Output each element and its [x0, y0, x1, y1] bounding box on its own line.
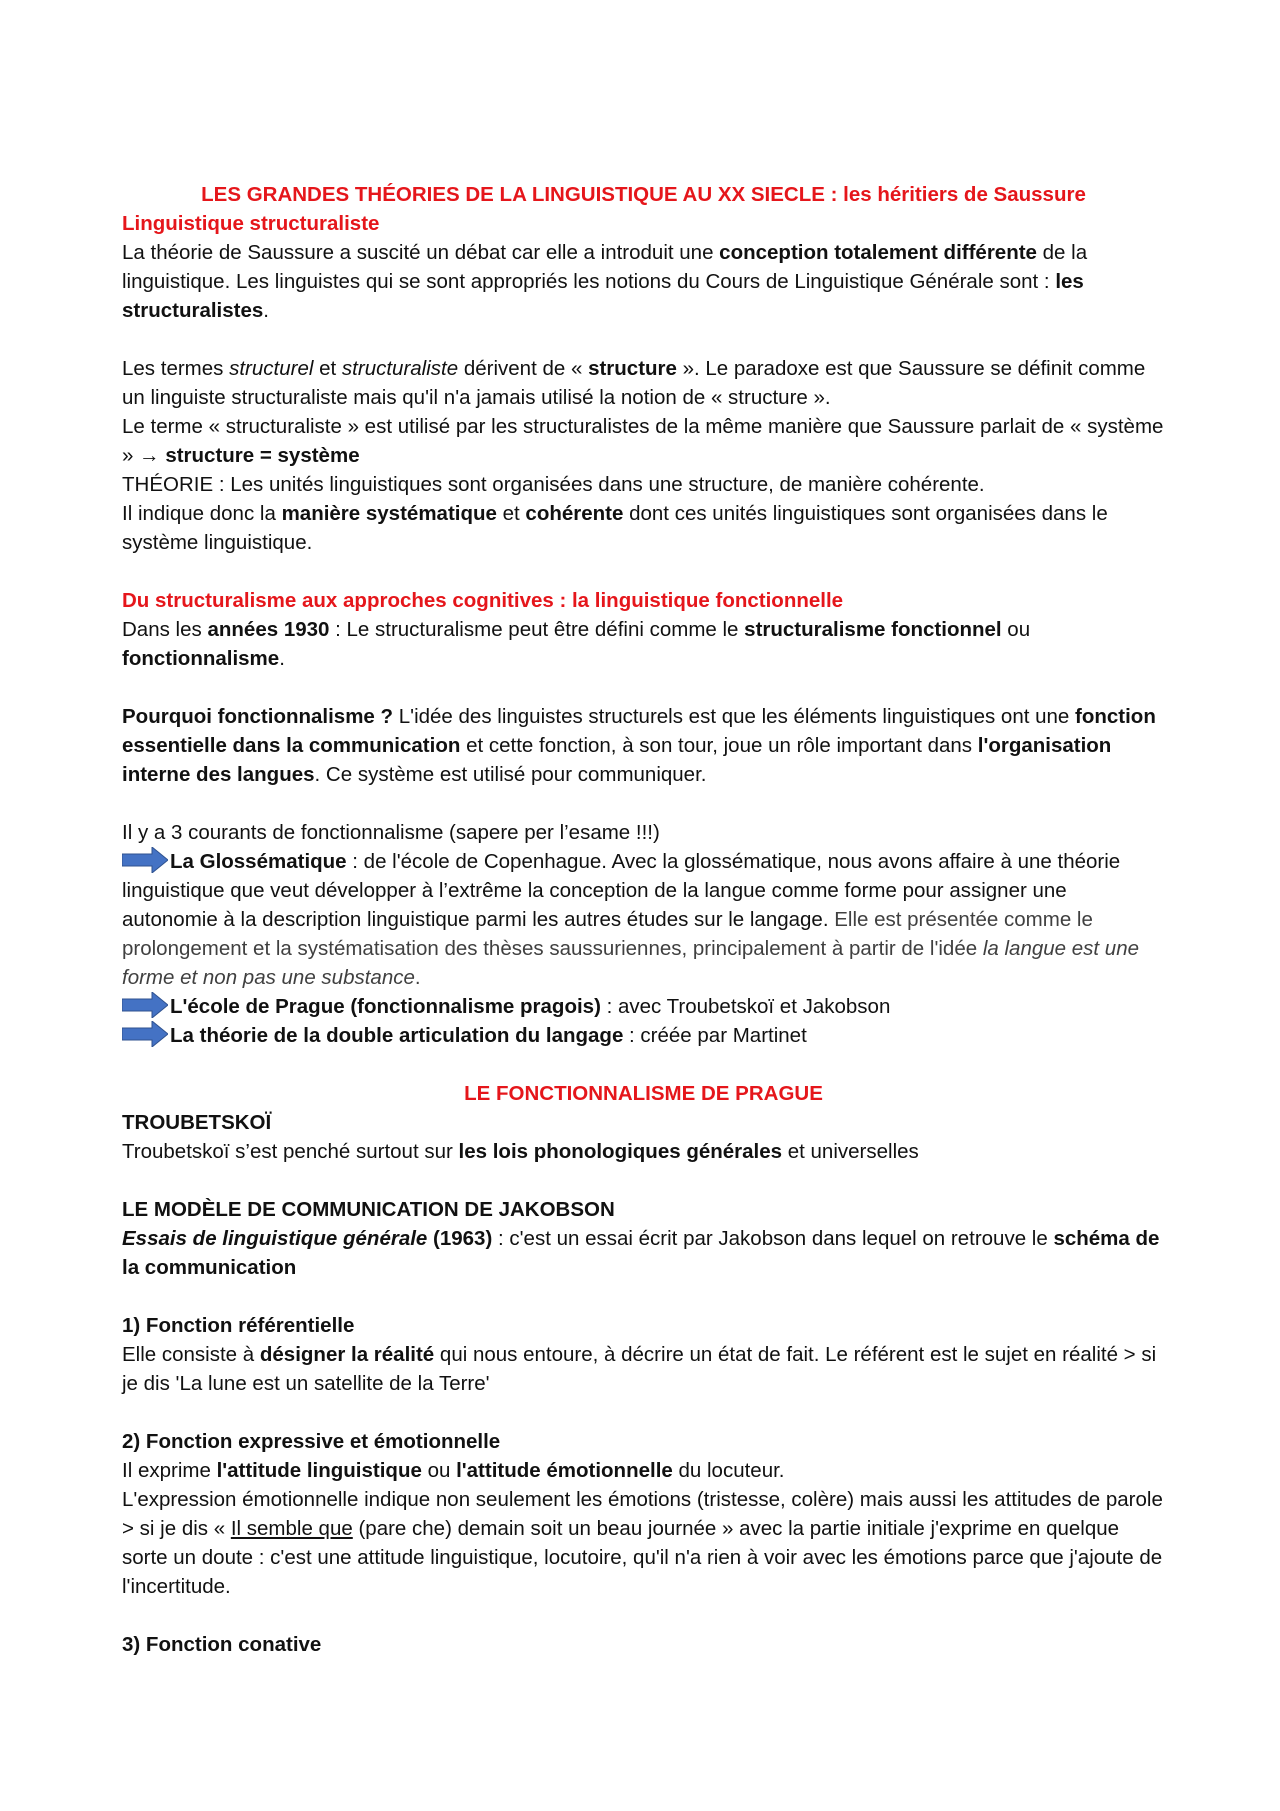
paragraph: Il indique donc la manière systématique et cohérente dont ces unités linguistiques sont organisées dans le système linguistique.: [122, 502, 1108, 554]
subheading-troubetskoi: TROUBETSKOÏ: [122, 1111, 272, 1134]
subheading-fonction-expressive: 2) Fonction expressive et émotionnelle: [122, 1430, 501, 1453]
paragraph: Pourquoi fonctionnalisme ? L'idée des linguistes structurels est que les éléments linguistiques ont une fonction essentielle dans la communication et cette fonction, à son tour, joue un rôle important dans l'organisation interne des langues. Ce système est utilisé pour communiquer.: [122, 705, 1156, 786]
section-heading-fonctionnelle: Du structuralisme aux approches cognitives : la linguistique fonctionnelle: [122, 589, 844, 612]
blue-arrow-icon: [122, 992, 168, 1018]
paragraph: L'expression émotionnelle indique non seulement les émotions (tristesse, colère) mais aussi les attitudes de parole > si je dis « Il semble que (pare che) demain soit un beau journée » avec la partie initiale j'exprime en quelque sorte un doute : c'est une attitude linguistique, locutoire, qu'il n'a rien à voir avec les émotions parce que j'ajoute de l'incertitude.: [122, 1488, 1163, 1598]
paragraph: Dans les années 1930 : Le structuralisme peut être défini comme le structuralisme fonctionnel ou fonctionnalisme.: [122, 618, 1031, 670]
courant-double-articulation: La théorie de la double articulation du langage : créée par Martinet: [122, 1021, 1165, 1050]
paragraph: Elle consiste à désigner la réalité qui nous entoure, à décrire un état de fait. Le référent est le sujet en réalité > si je dis 'La lune est un satellite de la Terre': [122, 1343, 1157, 1395]
paragraph: Les termes structurel et structuraliste dérivent de « structure ». Le paradoxe est que Saussure se définit comme un linguiste structuraliste mais qu'il n'a jamais utilisé la notion de « structure ».: [122, 357, 1146, 409]
subheading-jakobson: LE MODÈLE DE COMMUNICATION DE JAKOBSON: [122, 1198, 615, 1221]
paragraph: Essais de linguistique générale (1963) : c'est un essai écrit par Jakobson dans lequel on retrouve le schéma de la communication: [122, 1227, 1160, 1279]
paragraph: Le terme « structuraliste » est utilisé par les structuralistes de la même manière que Saussure parlait de « système » → structure = système: [122, 415, 1164, 467]
paragraph: Il exprime l'attitude linguistique ou l'attitude émotionnelle du locuteur.: [122, 1459, 785, 1482]
paragraph: THÉORIE : Les unités linguistiques sont organisées dans une structure, de manière cohérente.: [122, 473, 985, 496]
paragraph: Il y a 3 courants de fonctionnalisme (sapere per l’esame !!!): [122, 821, 660, 844]
paragraph: La théorie de Saussure a suscité un débat car elle a introduit une conception totalement différente de la linguistique. Les linguistes qui se sont appropriés les notions du Cours de Linguistique Générale sont : les structuralistes.: [122, 241, 1088, 322]
blue-arrow-icon: [122, 1021, 168, 1047]
courant-prague: L'école de Prague (fonctionnalisme pragois) : avec Troubetskoï et Jakobson: [122, 992, 1165, 1021]
blue-arrow-icon: [122, 847, 168, 873]
subheading-fonction-referentielle: 1) Fonction référentielle: [122, 1314, 355, 1337]
section-heading-prague: LE FONCTIONNALISME DE PRAGUE: [464, 1082, 823, 1105]
subheading-fonction-conative: 3) Fonction conative: [122, 1633, 322, 1656]
section-heading-structuraliste: Linguistique structuraliste: [122, 212, 380, 235]
document-title: LES GRANDES THÉORIES DE LA LINGUISTIQUE AU XX SIECLE : les héritiers de Saussure: [201, 183, 1086, 206]
courant-glossematique: La Glossématique : de l'école de Copenhague. Avec la glossématique, nous avons affaire à une théorie linguistique que veut développer à l’extrême la conception de la langue comme forme pour assigner une autonomie à la description linguistique parmi les autres études sur le langage. Elle est présentée comme le prolongement et la systématisation des thèses saussuriennes, principalement à partir de l'idée la langue est une forme et non pas une substance.: [122, 847, 1165, 992]
right-arrow-icon: →: [139, 444, 166, 467]
paragraph: Troubetskoï s’est penché surtout sur les lois phonologiques générales et universelles: [122, 1140, 919, 1163]
